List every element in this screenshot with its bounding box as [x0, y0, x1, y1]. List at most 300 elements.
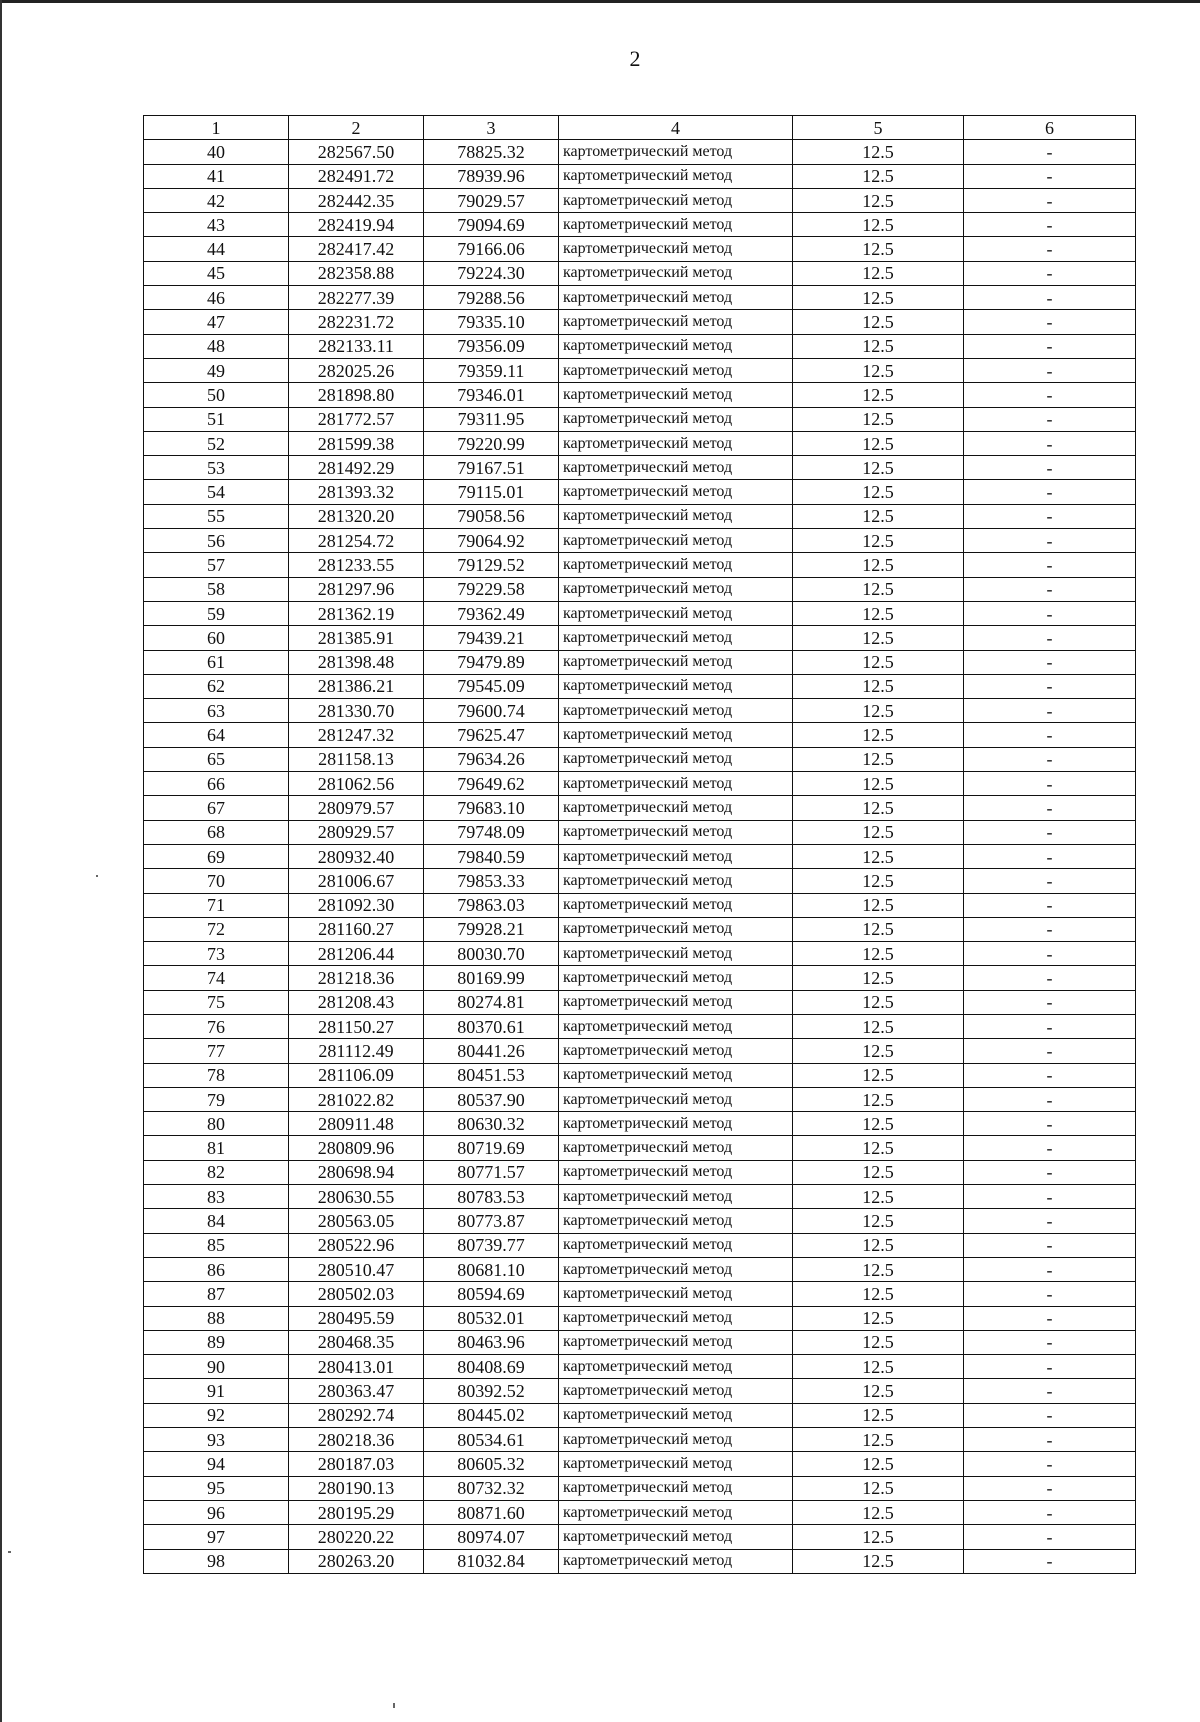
y-coordinate-cell: 80169.99: [424, 966, 559, 990]
x-coordinate-cell: 281106.09: [289, 1063, 424, 1087]
method-cell: картометрический метод: [559, 213, 793, 237]
method-cell: картометрический метод: [559, 1039, 793, 1063]
scan-edge-top: [0, 0, 1200, 3]
y-coordinate-cell: 79683.10: [424, 796, 559, 820]
table-row: [144, 1282, 1136, 1306]
x-coordinate-cell: 281160.27: [289, 917, 424, 941]
accuracy-cell: 12.5: [793, 869, 964, 893]
point-number-cell: 95: [144, 1476, 289, 1500]
y-coordinate-cell: 79359.11: [424, 358, 559, 382]
note-cell: -: [964, 140, 1136, 164]
table-row: [144, 188, 1136, 212]
accuracy-cell: 12.5: [793, 383, 964, 407]
table-row: [144, 1039, 1136, 1063]
x-coordinate-cell: 280220.22: [289, 1525, 424, 1549]
note-cell: -: [964, 796, 1136, 820]
accuracy-cell: 12.5: [793, 1403, 964, 1427]
column-header-6: 6: [964, 116, 1136, 140]
y-coordinate-cell: 80594.69: [424, 1282, 559, 1306]
accuracy-cell: 12.5: [793, 1209, 964, 1233]
y-coordinate-cell: 79058.56: [424, 504, 559, 528]
y-coordinate-cell: 80732.32: [424, 1476, 559, 1500]
x-coordinate-cell: 281208.43: [289, 990, 424, 1014]
scan-speck: [393, 1703, 395, 1708]
method-cell: картометрический метод: [559, 1452, 793, 1476]
y-coordinate-cell: 80532.01: [424, 1306, 559, 1330]
note-cell: -: [964, 358, 1136, 382]
note-cell: -: [964, 1257, 1136, 1281]
table-row: [144, 237, 1136, 261]
y-coordinate-cell: 79220.99: [424, 431, 559, 455]
method-cell: картометрический метод: [559, 820, 793, 844]
point-number-cell: 68: [144, 820, 289, 844]
table-row: [144, 723, 1136, 747]
x-coordinate-cell: 280698.94: [289, 1160, 424, 1184]
x-coordinate-cell: 281297.96: [289, 577, 424, 601]
table-row: [144, 893, 1136, 917]
x-coordinate-cell: 281206.44: [289, 942, 424, 966]
note-cell: -: [964, 237, 1136, 261]
accuracy-cell: 12.5: [793, 1476, 964, 1500]
point-number-cell: 55: [144, 504, 289, 528]
note-cell: -: [964, 1233, 1136, 1257]
note-cell: -: [964, 699, 1136, 723]
table-row: [144, 626, 1136, 650]
point-number-cell: 40: [144, 140, 289, 164]
method-cell: картометрический метод: [559, 869, 793, 893]
table-row: [144, 1112, 1136, 1136]
table-row: [144, 1525, 1136, 1549]
x-coordinate-cell: 281393.32: [289, 480, 424, 504]
y-coordinate-cell: 80274.81: [424, 990, 559, 1014]
note-cell: -: [964, 407, 1136, 431]
note-cell: -: [964, 1549, 1136, 1573]
note-cell: -: [964, 1087, 1136, 1111]
note-cell: -: [964, 966, 1136, 990]
y-coordinate-cell: 79346.01: [424, 383, 559, 407]
table-row: [144, 577, 1136, 601]
point-number-cell: 79: [144, 1087, 289, 1111]
y-coordinate-cell: 79064.92: [424, 529, 559, 553]
point-number-cell: 98: [144, 1549, 289, 1573]
point-number-cell: 56: [144, 529, 289, 553]
table-row: [144, 699, 1136, 723]
point-number-cell: 75: [144, 990, 289, 1014]
note-cell: -: [964, 1355, 1136, 1379]
x-coordinate-cell: 282358.88: [289, 261, 424, 285]
method-cell: картометрический метод: [559, 310, 793, 334]
table-row: [144, 383, 1136, 407]
point-number-cell: 43: [144, 213, 289, 237]
note-cell: -: [964, 1185, 1136, 1209]
table-row: [144, 407, 1136, 431]
point-number-cell: 77: [144, 1039, 289, 1063]
point-number-cell: 92: [144, 1403, 289, 1427]
y-coordinate-cell: 79928.21: [424, 917, 559, 941]
table-row: [144, 480, 1136, 504]
accuracy-cell: 12.5: [793, 480, 964, 504]
method-cell: картометрический метод: [559, 893, 793, 917]
x-coordinate-cell: 282419.94: [289, 213, 424, 237]
accuracy-cell: 12.5: [793, 1257, 964, 1281]
accuracy-cell: 12.5: [793, 431, 964, 455]
accuracy-cell: 12.5: [793, 407, 964, 431]
point-number-cell: 88: [144, 1306, 289, 1330]
accuracy-cell: 12.5: [793, 723, 964, 747]
accuracy-cell: 12.5: [793, 1452, 964, 1476]
point-number-cell: 64: [144, 723, 289, 747]
x-coordinate-cell: 280218.36: [289, 1428, 424, 1452]
y-coordinate-cell: 80537.90: [424, 1087, 559, 1111]
method-cell: картометрический метод: [559, 1306, 793, 1330]
accuracy-cell: 12.5: [793, 796, 964, 820]
point-number-cell: 67: [144, 796, 289, 820]
x-coordinate-cell: 281254.72: [289, 529, 424, 553]
accuracy-cell: 12.5: [793, 650, 964, 674]
table-row: [144, 844, 1136, 868]
table-header: [144, 116, 1136, 140]
note-cell: -: [964, 261, 1136, 285]
y-coordinate-cell: 79288.56: [424, 286, 559, 310]
x-coordinate-cell: 280363.47: [289, 1379, 424, 1403]
method-cell: картометрический метод: [559, 1063, 793, 1087]
y-coordinate-cell: 79229.58: [424, 577, 559, 601]
method-cell: картометрический метод: [559, 529, 793, 553]
accuracy-cell: 12.5: [793, 334, 964, 358]
table-row: [144, 1403, 1136, 1427]
accuracy-cell: 12.5: [793, 1428, 964, 1452]
point-number-cell: 89: [144, 1330, 289, 1354]
table-row: [144, 310, 1136, 334]
scan-speck: [96, 875, 98, 877]
method-cell: картометрический метод: [559, 261, 793, 285]
point-number-cell: 78: [144, 1063, 289, 1087]
note-cell: -: [964, 1063, 1136, 1087]
accuracy-cell: 12.5: [793, 456, 964, 480]
accuracy-cell: 12.5: [793, 358, 964, 382]
method-cell: картометрический метод: [559, 358, 793, 382]
method-cell: картометрический метод: [559, 383, 793, 407]
accuracy-cell: 12.5: [793, 529, 964, 553]
point-number-cell: 82: [144, 1160, 289, 1184]
x-coordinate-cell: 281247.32: [289, 723, 424, 747]
y-coordinate-cell: 79356.09: [424, 334, 559, 358]
note-cell: -: [964, 1452, 1136, 1476]
accuracy-cell: 12.5: [793, 1379, 964, 1403]
x-coordinate-cell: 280292.74: [289, 1403, 424, 1427]
method-cell: картометрический метод: [559, 1160, 793, 1184]
table-row: [144, 456, 1136, 480]
x-coordinate-cell: 282567.50: [289, 140, 424, 164]
x-coordinate-cell: 280263.20: [289, 1549, 424, 1573]
note-cell: -: [964, 164, 1136, 188]
accuracy-cell: 12.5: [793, 772, 964, 796]
point-number-cell: 60: [144, 626, 289, 650]
point-number-cell: 63: [144, 699, 289, 723]
method-cell: картометрический метод: [559, 1282, 793, 1306]
y-coordinate-cell: 78939.96: [424, 164, 559, 188]
table-row: [144, 213, 1136, 237]
method-cell: картометрический метод: [559, 674, 793, 698]
note-cell: -: [964, 577, 1136, 601]
point-number-cell: 69: [144, 844, 289, 868]
method-cell: картометрический метод: [559, 1112, 793, 1136]
method-cell: картометрический метод: [559, 1087, 793, 1111]
method-cell: картометрический метод: [559, 1549, 793, 1573]
method-cell: картометрический метод: [559, 1379, 793, 1403]
accuracy-cell: 12.5: [793, 747, 964, 771]
x-coordinate-cell: 280510.47: [289, 1257, 424, 1281]
table-row: [144, 820, 1136, 844]
note-cell: -: [964, 820, 1136, 844]
accuracy-cell: 12.5: [793, 553, 964, 577]
table-row: [144, 942, 1136, 966]
table-row: [144, 869, 1136, 893]
x-coordinate-cell: 282491.72: [289, 164, 424, 188]
method-cell: картометрический метод: [559, 1136, 793, 1160]
note-cell: -: [964, 1500, 1136, 1524]
table-row: [144, 358, 1136, 382]
accuracy-cell: 12.5: [793, 942, 964, 966]
y-coordinate-cell: 80534.61: [424, 1428, 559, 1452]
y-coordinate-cell: 80719.69: [424, 1136, 559, 1160]
x-coordinate-cell: 280495.59: [289, 1306, 424, 1330]
y-coordinate-cell: 79335.10: [424, 310, 559, 334]
table-row: [144, 1306, 1136, 1330]
table-row: [144, 1500, 1136, 1524]
x-coordinate-cell: 280468.35: [289, 1330, 424, 1354]
coordinates-table: [143, 115, 1136, 1574]
x-coordinate-cell: 281772.57: [289, 407, 424, 431]
accuracy-cell: 12.5: [793, 1500, 964, 1524]
point-number-cell: 53: [144, 456, 289, 480]
header-row: [144, 116, 1136, 140]
accuracy-cell: 12.5: [793, 1549, 964, 1573]
note-cell: -: [964, 529, 1136, 553]
table-row: [144, 140, 1136, 164]
x-coordinate-cell: 280932.40: [289, 844, 424, 868]
x-coordinate-cell: 282231.72: [289, 310, 424, 334]
y-coordinate-cell: 80445.02: [424, 1403, 559, 1427]
x-coordinate-cell: 281398.48: [289, 650, 424, 674]
y-coordinate-cell: 80783.53: [424, 1185, 559, 1209]
accuracy-cell: 12.5: [793, 237, 964, 261]
accuracy-cell: 12.5: [793, 1014, 964, 1038]
method-cell: картометрический метод: [559, 772, 793, 796]
note-cell: -: [964, 456, 1136, 480]
table-row: [144, 772, 1136, 796]
note-cell: -: [964, 1282, 1136, 1306]
y-coordinate-cell: 79167.51: [424, 456, 559, 480]
point-number-cell: 97: [144, 1525, 289, 1549]
table-row: [144, 1476, 1136, 1500]
method-cell: картометрический метод: [559, 942, 793, 966]
column-header-3: 3: [424, 116, 559, 140]
point-number-cell: 52: [144, 431, 289, 455]
note-cell: -: [964, 1306, 1136, 1330]
table-row: [144, 1330, 1136, 1354]
x-coordinate-cell: 280929.57: [289, 820, 424, 844]
method-cell: картометрический метод: [559, 1428, 793, 1452]
y-coordinate-cell: 79625.47: [424, 723, 559, 747]
note-cell: -: [964, 601, 1136, 625]
x-coordinate-cell: 280195.29: [289, 1500, 424, 1524]
x-coordinate-cell: 280630.55: [289, 1185, 424, 1209]
method-cell: картометрический метод: [559, 650, 793, 674]
y-coordinate-cell: 79439.21: [424, 626, 559, 650]
y-coordinate-cell: 79115.01: [424, 480, 559, 504]
table-row: [144, 553, 1136, 577]
x-coordinate-cell: 280190.13: [289, 1476, 424, 1500]
table-row: [144, 1233, 1136, 1257]
accuracy-cell: 12.5: [793, 286, 964, 310]
y-coordinate-cell: 79545.09: [424, 674, 559, 698]
accuracy-cell: 12.5: [793, 310, 964, 334]
method-cell: картометрический метод: [559, 1355, 793, 1379]
accuracy-cell: 12.5: [793, 1160, 964, 1184]
accuracy-cell: 12.5: [793, 1306, 964, 1330]
accuracy-cell: 12.5: [793, 1282, 964, 1306]
point-number-cell: 70: [144, 869, 289, 893]
accuracy-cell: 12.5: [793, 1039, 964, 1063]
note-cell: -: [964, 504, 1136, 528]
y-coordinate-cell: 80630.32: [424, 1112, 559, 1136]
table-row: [144, 1185, 1136, 1209]
accuracy-cell: 12.5: [793, 140, 964, 164]
x-coordinate-cell: 281386.21: [289, 674, 424, 698]
x-coordinate-cell: 280979.57: [289, 796, 424, 820]
y-coordinate-cell: 79840.59: [424, 844, 559, 868]
note-cell: -: [964, 650, 1136, 674]
y-coordinate-cell: 80739.77: [424, 1233, 559, 1257]
y-coordinate-cell: 79863.03: [424, 893, 559, 917]
method-cell: картометрический метод: [559, 456, 793, 480]
method-cell: картометрический метод: [559, 286, 793, 310]
point-number-cell: 84: [144, 1209, 289, 1233]
point-number-cell: 61: [144, 650, 289, 674]
note-cell: -: [964, 310, 1136, 334]
accuracy-cell: 12.5: [793, 917, 964, 941]
note-cell: -: [964, 553, 1136, 577]
method-cell: картометрический метод: [559, 431, 793, 455]
point-number-cell: 45: [144, 261, 289, 285]
note-cell: -: [964, 869, 1136, 893]
x-coordinate-cell: 281385.91: [289, 626, 424, 650]
x-coordinate-cell: 280809.96: [289, 1136, 424, 1160]
table-row: [144, 529, 1136, 553]
table-row: [144, 1452, 1136, 1476]
note-cell: -: [964, 723, 1136, 747]
note-cell: -: [964, 383, 1136, 407]
y-coordinate-cell: 80871.60: [424, 1500, 559, 1524]
accuracy-cell: 12.5: [793, 699, 964, 723]
y-coordinate-cell: 80771.57: [424, 1160, 559, 1184]
point-number-cell: 93: [144, 1428, 289, 1452]
point-number-cell: 54: [144, 480, 289, 504]
table-row: [144, 1549, 1136, 1573]
table-row: [144, 1087, 1136, 1111]
method-cell: картометрический метод: [559, 966, 793, 990]
accuracy-cell: 12.5: [793, 1185, 964, 1209]
accuracy-cell: 12.5: [793, 1330, 964, 1354]
accuracy-cell: 12.5: [793, 601, 964, 625]
y-coordinate-cell: 79129.52: [424, 553, 559, 577]
x-coordinate-cell: 281150.27: [289, 1014, 424, 1038]
method-cell: картометрический метод: [559, 844, 793, 868]
table-row: [144, 1355, 1136, 1379]
x-coordinate-cell: 280413.01: [289, 1355, 424, 1379]
note-cell: -: [964, 1379, 1136, 1403]
y-coordinate-cell: 80974.07: [424, 1525, 559, 1549]
x-coordinate-cell: 282442.35: [289, 188, 424, 212]
note-cell: -: [964, 188, 1136, 212]
accuracy-cell: 12.5: [793, 1136, 964, 1160]
point-number-cell: 46: [144, 286, 289, 310]
point-number-cell: 44: [144, 237, 289, 261]
method-cell: картометрический метод: [559, 1209, 793, 1233]
point-number-cell: 80: [144, 1112, 289, 1136]
method-cell: картометрический метод: [559, 747, 793, 771]
y-coordinate-cell: 80370.61: [424, 1014, 559, 1038]
x-coordinate-cell: 281599.38: [289, 431, 424, 455]
table-row: [144, 286, 1136, 310]
note-cell: -: [964, 893, 1136, 917]
x-coordinate-cell: 281492.29: [289, 456, 424, 480]
column-header-5: 5: [793, 116, 964, 140]
point-number-cell: 65: [144, 747, 289, 771]
note-cell: -: [964, 1112, 1136, 1136]
point-number-cell: 42: [144, 188, 289, 212]
point-number-cell: 62: [144, 674, 289, 698]
point-number-cell: 76: [144, 1014, 289, 1038]
accuracy-cell: 12.5: [793, 893, 964, 917]
method-cell: картометрический метод: [559, 917, 793, 941]
method-cell: картометрический метод: [559, 140, 793, 164]
note-cell: -: [964, 917, 1136, 941]
method-cell: картометрический метод: [559, 1233, 793, 1257]
y-coordinate-cell: 80681.10: [424, 1257, 559, 1281]
x-coordinate-cell: 280502.03: [289, 1282, 424, 1306]
note-cell: -: [964, 1039, 1136, 1063]
x-coordinate-cell: 281062.56: [289, 772, 424, 796]
note-cell: -: [964, 286, 1136, 310]
table-row: [144, 261, 1136, 285]
x-coordinate-cell: 282417.42: [289, 237, 424, 261]
y-coordinate-cell: 79634.26: [424, 747, 559, 771]
method-cell: картометрический метод: [559, 1476, 793, 1500]
accuracy-cell: 12.5: [793, 820, 964, 844]
method-cell: картометрический метод: [559, 1330, 793, 1354]
y-coordinate-cell: 80392.52: [424, 1379, 559, 1403]
y-coordinate-cell: 79224.30: [424, 261, 559, 285]
y-coordinate-cell: 79853.33: [424, 869, 559, 893]
point-number-cell: 85: [144, 1233, 289, 1257]
y-coordinate-cell: 80451.53: [424, 1063, 559, 1087]
method-cell: картометрический метод: [559, 1257, 793, 1281]
accuracy-cell: 12.5: [793, 1112, 964, 1136]
accuracy-cell: 12.5: [793, 504, 964, 528]
x-coordinate-cell: 282277.39: [289, 286, 424, 310]
note-cell: -: [964, 990, 1136, 1014]
point-number-cell: 74: [144, 966, 289, 990]
table-row: [144, 1014, 1136, 1038]
method-cell: картометрический метод: [559, 626, 793, 650]
note-cell: -: [964, 480, 1136, 504]
table-row: [144, 1257, 1136, 1281]
method-cell: картометрический метод: [559, 1014, 793, 1038]
y-coordinate-cell: 79479.89: [424, 650, 559, 674]
x-coordinate-cell: 281330.70: [289, 699, 424, 723]
